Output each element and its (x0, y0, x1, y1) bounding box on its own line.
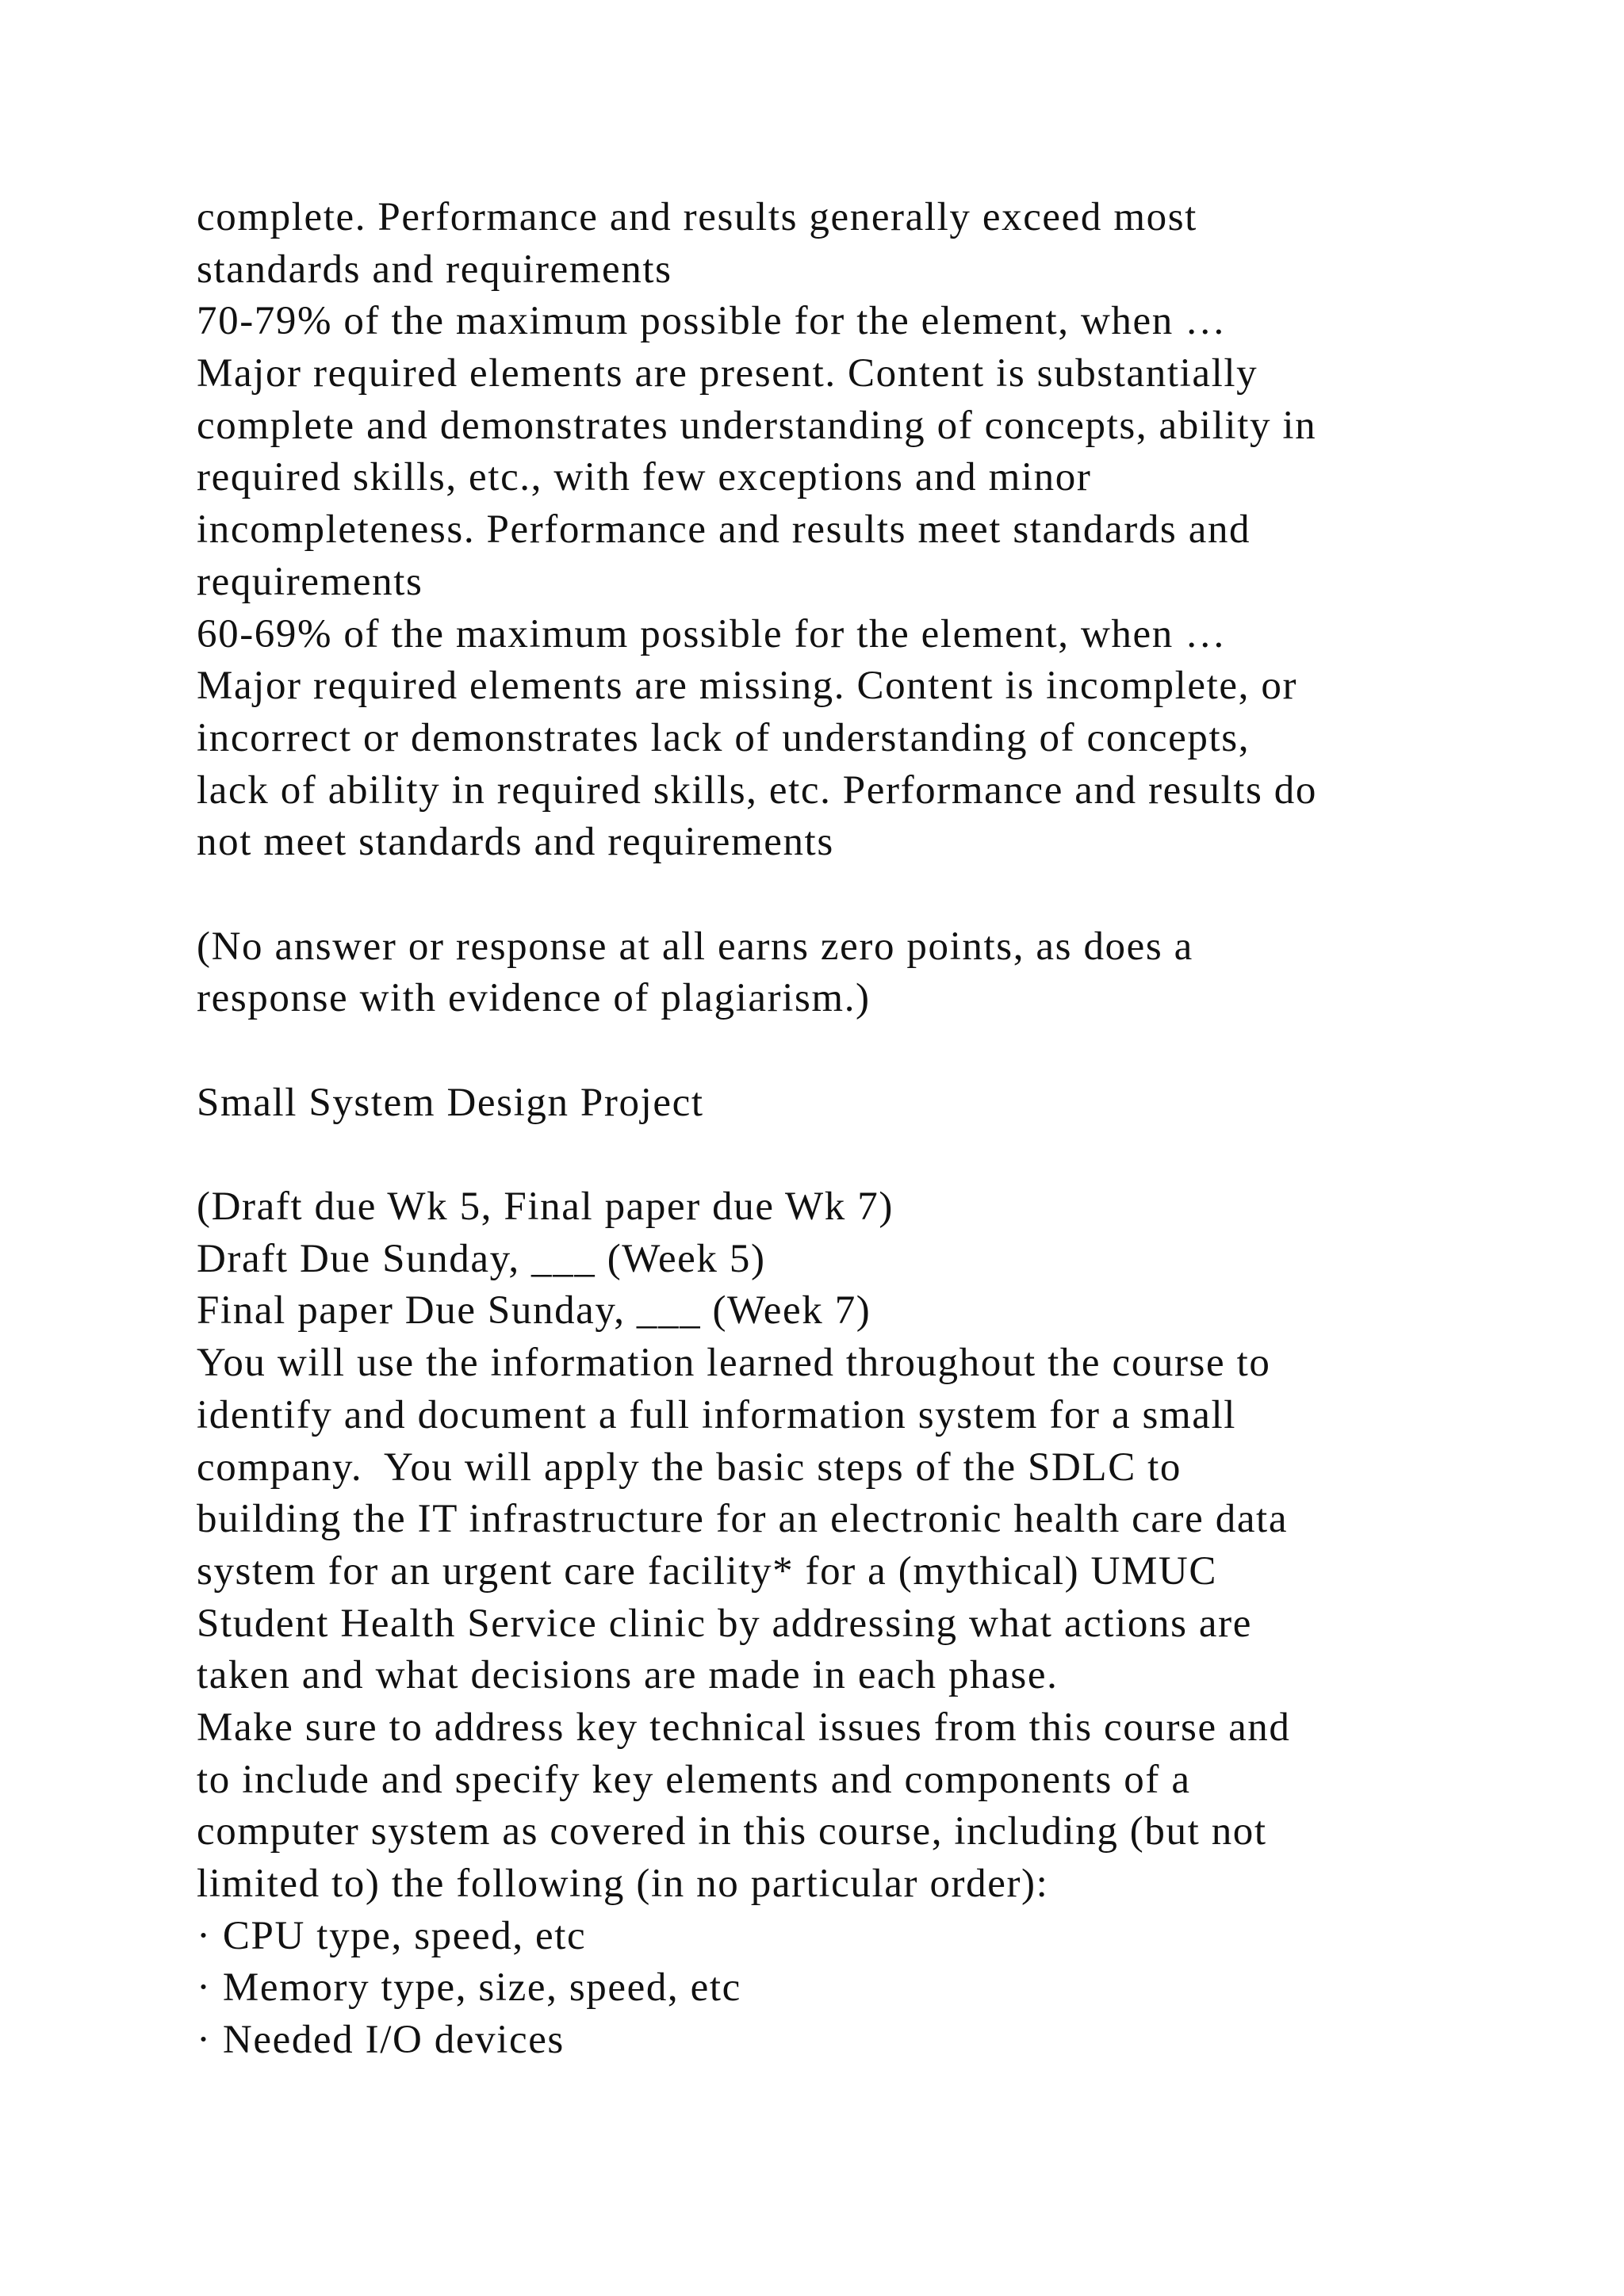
text-line: 60-69% of the maximum possible for the element, when … (197, 611, 1227, 656)
text-line: Major required elements are present. Content is substantially (197, 351, 1258, 396)
text-line: · Needed I/O devices (197, 2018, 565, 2063)
text-line: Draft Due Sunday, ___ (Week 5) (197, 1236, 766, 1281)
text-line: system for an urgent care facility* for a (mythical) UMUC (197, 1548, 1217, 1594)
text-line: Student Health Service clinic by addressing what actions are (197, 1601, 1252, 1646)
text-line: not meet standards and requirements (197, 820, 834, 865)
text-line: · CPU type, speed, etc (197, 1913, 587, 1958)
text-line: company. You will apply the basic steps of the SDLC to (197, 1445, 1182, 1490)
blank-line (197, 1025, 1505, 1077)
text-line: Major required elements are missing. Content is incomplete, or (197, 664, 1298, 709)
text-line: response with evidence of plagiarism.) (197, 976, 871, 1021)
document-body (197, 192, 1505, 2067)
text-line: complete. Performance and results generally exceed most (197, 195, 1197, 239)
text-line: Small System Design Project (197, 1080, 704, 1125)
text-line: required skills, etc., with few exceptions and minor (197, 455, 1092, 500)
text-line: Final paper Due Sunday, ___ (Week 7) (197, 1288, 871, 1334)
text-line: (Draft due Wk 5, Final paper due Wk 7) (197, 1184, 894, 1230)
text-line: taken and what decisions are made in each phase. (197, 1653, 1059, 1698)
text-line: lack of ability in required skills, etc. Performance and results do (197, 767, 1317, 813)
text-line: standards and requirements (197, 247, 672, 292)
text-line: · Memory type, size, speed, etc (197, 1965, 741, 2011)
text-line: 70-79% of the maximum possible for the element, when … (197, 299, 1227, 344)
text-line: Make sure to address key technical issues from this course and (197, 1705, 1291, 1750)
text-line: (No answer or response at all earns zero points, as does a (197, 924, 1193, 969)
blank-line (197, 869, 1505, 921)
text-line: building the IT infrastructure for an electronic health care data (197, 1497, 1289, 1542)
text-line: computer system as covered in this course, including (but not (197, 1809, 1267, 1854)
blank-line (197, 1129, 1505, 1181)
text-line: incompleteness. Performance and results meet standards and (197, 507, 1251, 553)
text-line: limited to) the following (in no particular order): (197, 1862, 1049, 1906)
text-line: requirements (197, 559, 423, 604)
text-line: You will use the information learned throughout the course to (197, 1341, 1271, 1386)
text-line: to include and specify key elements and components of a (197, 1757, 1191, 1802)
text-line: identify and document a full information system for a small (197, 1392, 1237, 1437)
text-line: incorrect or demonstrates lack of understanding of concepts, (197, 715, 1251, 760)
text-line: complete and demonstrates understanding of concepts, ability in (197, 403, 1317, 448)
